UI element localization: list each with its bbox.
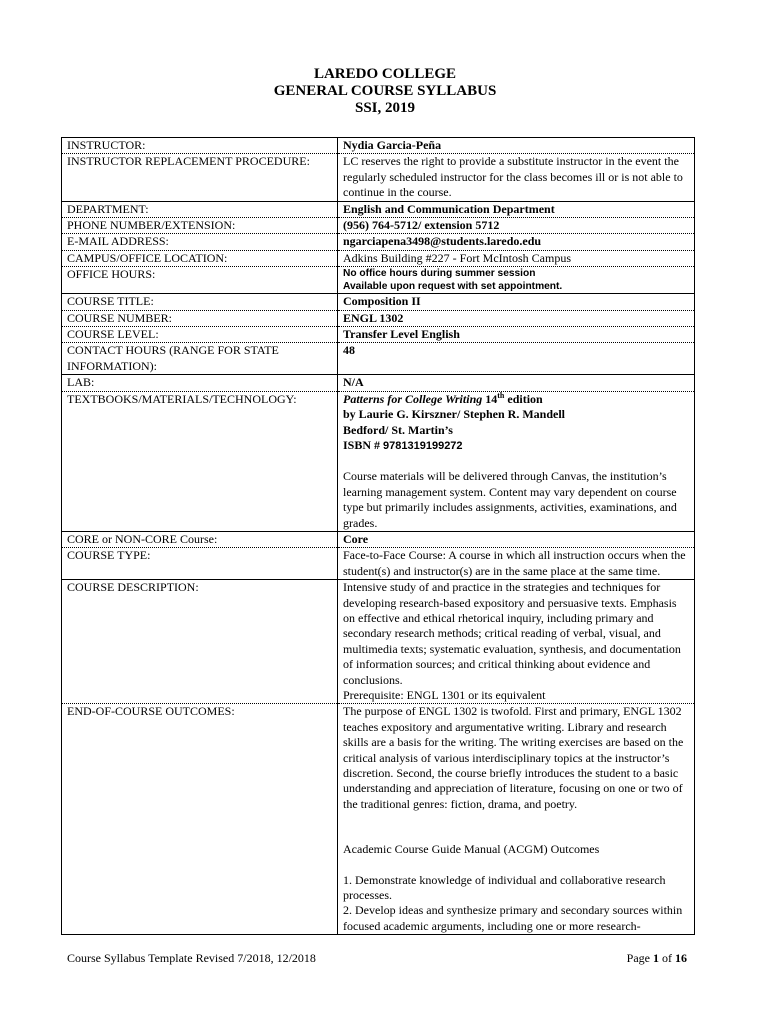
outcomes-intro: The purpose of ENGL 1302 is twofold. First and primary, ENGL 1302 teaches expository and argumentative writing. Library and research skills are a basis for the writing. The writing exercises are based on the critical analysis of various interdisciplinary topics at the instructor’s discretion. Second, the course briefly introduces the student to a basic understanding and appreciation of literature, focusing on one or two of the traditional genres: fiction, drama, and poetry. <box>343 704 684 811</box>
value-course-number: ENGL 1302 <box>338 310 695 326</box>
label-contact-hours: CONTACT HOURS (RANGE FOR STATE INFORMATION): <box>62 343 338 375</box>
label-outcomes: END-OF-COURSE OUTCOMES: <box>62 704 338 935</box>
row-course-type <box>62 548 695 580</box>
label-email: E-MAIL ADDRESS: <box>62 234 338 250</box>
row-instructor <box>62 138 695 154</box>
row-core <box>62 531 695 547</box>
value-description <box>338 580 695 704</box>
textbook-isbn-line <box>343 438 689 454</box>
label-department: DEPARTMENT: <box>62 201 338 217</box>
spacer <box>343 812 689 842</box>
value-lab: N/A <box>338 375 695 391</box>
value-outcomes <box>338 704 695 935</box>
textbook-edition-word: edition <box>504 391 543 406</box>
label-description: COURSE DESCRIPTION: <box>62 580 338 704</box>
document-title: GENERAL COURSE SYLLABUS <box>273 83 497 99</box>
value-department: English and Communication Department <box>338 201 695 217</box>
label-course-number: COURSE NUMBER: <box>62 310 338 326</box>
row-department <box>62 201 695 217</box>
textbook-title-line <box>343 392 689 407</box>
spacer <box>343 858 689 873</box>
prerequisite-text: Prerequisite: ENGL 1301 or its equivalent <box>343 688 546 702</box>
row-phone <box>62 218 695 234</box>
spacer <box>343 454 689 469</box>
materials-note: Course materials will be delivered through Canvas, the institution’s learning management system. Content may vary dependent on course type but primarily includes assignments, activities, examinations, and grades. <box>343 469 677 530</box>
outcome-item-1: 1. Demonstrate knowledge of individual and collaborative research processes. <box>343 872 666 903</box>
row-location <box>62 250 695 266</box>
value-course-title: Composition II <box>338 294 695 310</box>
row-outcomes <box>62 704 695 935</box>
page-number <box>627 951 687 966</box>
textbook-edition-suffix: th <box>497 390 505 400</box>
acgm-heading: Academic Course Guide Manual (ACGM) Outcomes <box>343 842 600 857</box>
syllabus-header <box>0 66 770 117</box>
value-textbooks <box>338 391 695 531</box>
label-office-hours: OFFICE HOURS: <box>62 267 338 294</box>
label-instructor: INSTRUCTOR: <box>62 138 338 154</box>
value-office-hours <box>338 267 695 294</box>
label-course-type: COURSE TYPE: <box>62 548 338 580</box>
page-current: 1 <box>653 951 659 965</box>
row-contact-hours <box>62 343 695 375</box>
value-replacement: LC reserves the right to provide a substitute instructor in the event the regularly scheduled instructor for the class becomes ill or is not able to continue in the course. <box>338 154 695 201</box>
value-email: ngarciapena3498@students.laredo.edu <box>338 234 695 250</box>
label-textbooks: TEXTBOOKS/MATERIALS/TECHNOLOGY: <box>62 391 338 531</box>
row-email <box>62 234 695 250</box>
template-revision-note: Course Syllabus Template Revised 7/2018, 12/2018 <box>67 951 316 965</box>
label-lab: LAB: <box>62 375 338 391</box>
description-text: Intensive study of and practice in the strategies and techniques for developing research-based expository and persuasive texts. Emphasis on effective and ethical rhetorical inquiry, including primary and secondary research methods; critical reading of verbal, visual, and multimedia texts; systematic evaluation, synthesis, and documentation of information sources; and critical thinking about evidence and conclusions. <box>343 580 681 687</box>
row-textbooks <box>62 391 695 531</box>
label-phone: PHONE NUMBER/EXTENSION: <box>62 218 338 234</box>
value-instructor: Nydia Garcia-Peña <box>338 138 695 154</box>
value-contact-hours: 48 <box>338 343 695 375</box>
row-description <box>62 580 695 704</box>
label-course-level: COURSE LEVEL: <box>62 327 338 343</box>
label-core: CORE or NON-CORE Course: <box>62 531 338 547</box>
row-office-hours <box>62 267 695 294</box>
label-course-title: COURSE TITLE: <box>62 294 338 310</box>
row-course-title <box>62 294 695 310</box>
textbook-edition-number: 14 <box>482 391 498 406</box>
office-hours-line-2: Available upon request with set appointment. <box>343 281 563 293</box>
page-prefix: Page <box>626 951 653 965</box>
row-course-number <box>62 310 695 326</box>
row-replacement <box>62 154 695 201</box>
value-course-type: Face-to-Face Course: A course in which all instruction occurs when the student(s) and instructor(s) are in the same place at the same time. <box>338 548 695 580</box>
page-total: 16 <box>675 951 687 965</box>
value-course-level: Transfer Level English <box>338 327 695 343</box>
textbook-isbn-label: ISBN # <box>343 437 384 452</box>
textbook-authors: by Laurie G. Kirszner/ Stephen R. Mandell <box>343 407 565 422</box>
outcome-item-2: 2. Develop ideas and synthesize primary and secondary sources within focused academic arguments, including one or more research- <box>343 903 683 933</box>
value-location: Adkins Building #227 - Fort McIntosh Campus <box>338 250 695 266</box>
syllabus-info-table <box>61 137 695 935</box>
page-of: of <box>659 951 675 965</box>
textbook-publisher: Bedford/ St. Martin’s <box>343 422 453 437</box>
session-label: SSI, 2019 <box>354 100 416 116</box>
label-replacement: INSTRUCTOR REPLACEMENT PROCEDURE: <box>62 154 338 201</box>
textbook-isbn: 9781319199272 <box>383 439 463 452</box>
value-phone: (956) 764-5712/ extension 5712 <box>338 218 695 234</box>
textbook-title: Patterns for College Writing <box>343 391 483 406</box>
label-location: CAMPUS/OFFICE LOCATION: <box>62 250 338 266</box>
row-lab <box>62 375 695 391</box>
college-name: LAREDO COLLEGE <box>313 66 457 82</box>
row-course-level <box>62 327 695 343</box>
office-hours-line-1: No office hours during summer session <box>343 268 536 280</box>
value-core: Core <box>338 531 695 547</box>
